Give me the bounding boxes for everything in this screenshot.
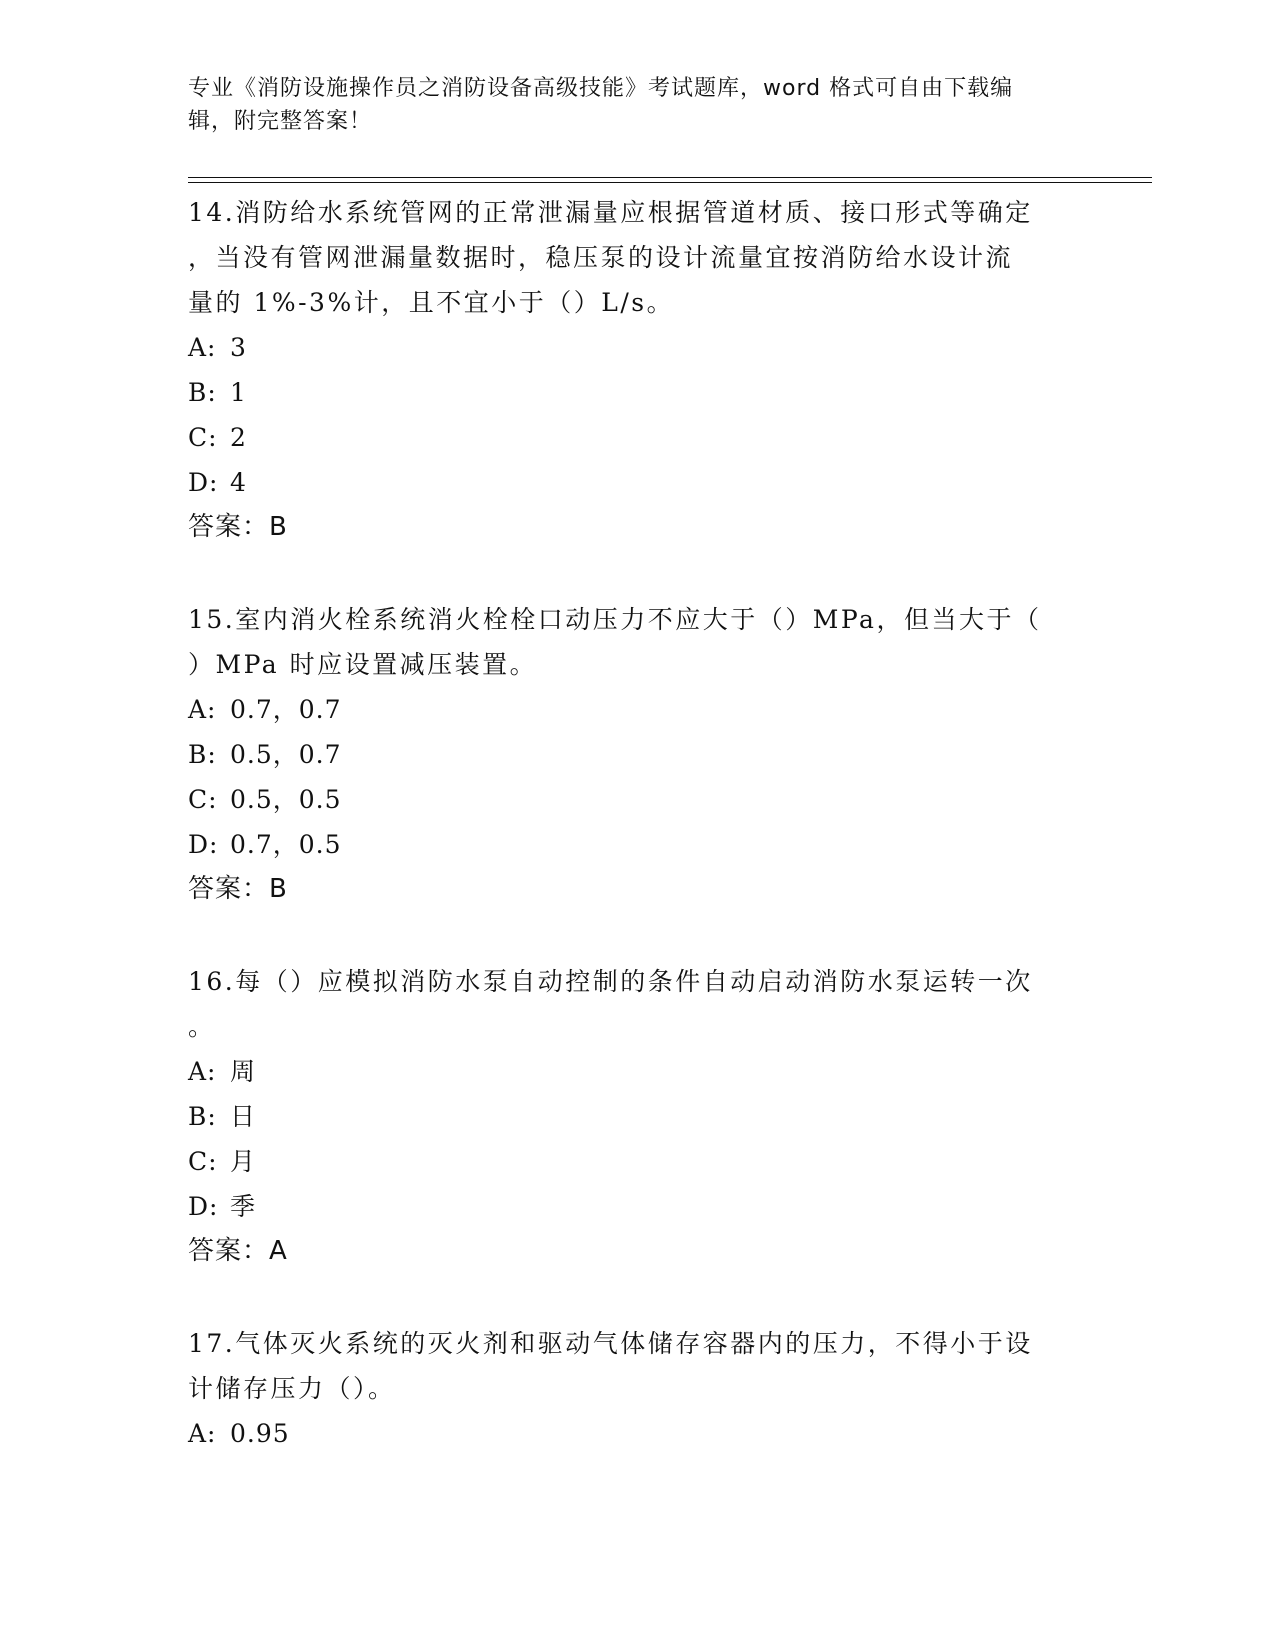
option-value: 0.5，0.5 [230,785,342,814]
option-a [188,325,1088,370]
question-text: 15.室内消火栓系统消火栓栓口动压力不应大于（）MPa，但当大于（ ）MPa 时应设置减压装置。 [188,605,1042,679]
option-key: A: [188,333,217,362]
option-value: 0.7，0.5 [230,830,342,859]
header-divider-top [188,177,1152,178]
option-key: C: [188,1147,218,1176]
question-text: 17.气体灭火系统的灭火剂和驱动气体储存容器内的压力，不得小于设 计储存压力（）。 [188,1329,1033,1403]
spacer [188,550,1088,595]
option-d [188,822,1088,867]
option-b [188,370,1088,415]
option-c [188,1139,1088,1184]
answer-line: 答案：A [188,1236,288,1266]
option-value: 0.5，0.7 [230,740,342,769]
option-key: D: [188,468,219,497]
option-key: C: [188,785,218,814]
option-key: A: [188,695,217,724]
option-key: A: [188,1057,217,1086]
question-16 [188,957,1088,1319]
option-value: 月 [230,1147,257,1176]
option-value: 4 [230,468,247,497]
question-text: 14.消防给水系统管网的正常泄漏量应根据管道材质、接口形式等确定 ，当没有管网泄漏量数据时，稳压泵的设计流量宜按消防给水设计流 量的 1%-3%计，且不宜小于（）L/s。 [188,198,1033,317]
question-text: 16.每（）应模拟消防水泵自动控制的条件自动启动消防水泵运转一次 。 [188,967,1033,1041]
option-a [188,687,1088,732]
option-value: 0.7，0.7 [230,695,342,724]
option-key: D: [188,830,219,859]
option-d [188,1184,1088,1229]
option-value: 3 [230,333,247,362]
option-c [188,777,1088,822]
option-value: 周 [230,1057,257,1086]
question-14 [188,188,1088,595]
spacer [188,1274,1088,1319]
option-key: C: [188,423,218,452]
question-list [188,188,1088,1456]
option-key: B: [188,1102,217,1131]
option-a [188,1411,1088,1456]
option-d [188,460,1088,505]
option-value: 0.95 [230,1419,290,1448]
option-value: 2 [230,423,247,452]
option-b [188,1094,1088,1139]
answer-line: 答案：B [188,874,288,904]
option-b [188,732,1088,777]
spacer [188,912,1088,957]
answer-line: 答案：B [188,512,288,542]
option-c [188,415,1088,460]
option-value: 季 [230,1192,257,1221]
option-key: D: [188,1192,219,1221]
question-15 [188,595,1088,957]
option-value: 日 [230,1102,257,1131]
option-value: 1 [230,378,247,407]
document-intro: 专业《消防设施操作员之消防设备高级技能》考试题库，word 格式可自由下载编 辑，附完整答案！ [188,76,1014,134]
question-17 [188,1319,1088,1456]
header-divider-bottom [188,182,1152,183]
option-key: B: [188,378,217,407]
option-key: A: [188,1419,217,1448]
option-a [188,1049,1088,1094]
option-key: B: [188,740,217,769]
